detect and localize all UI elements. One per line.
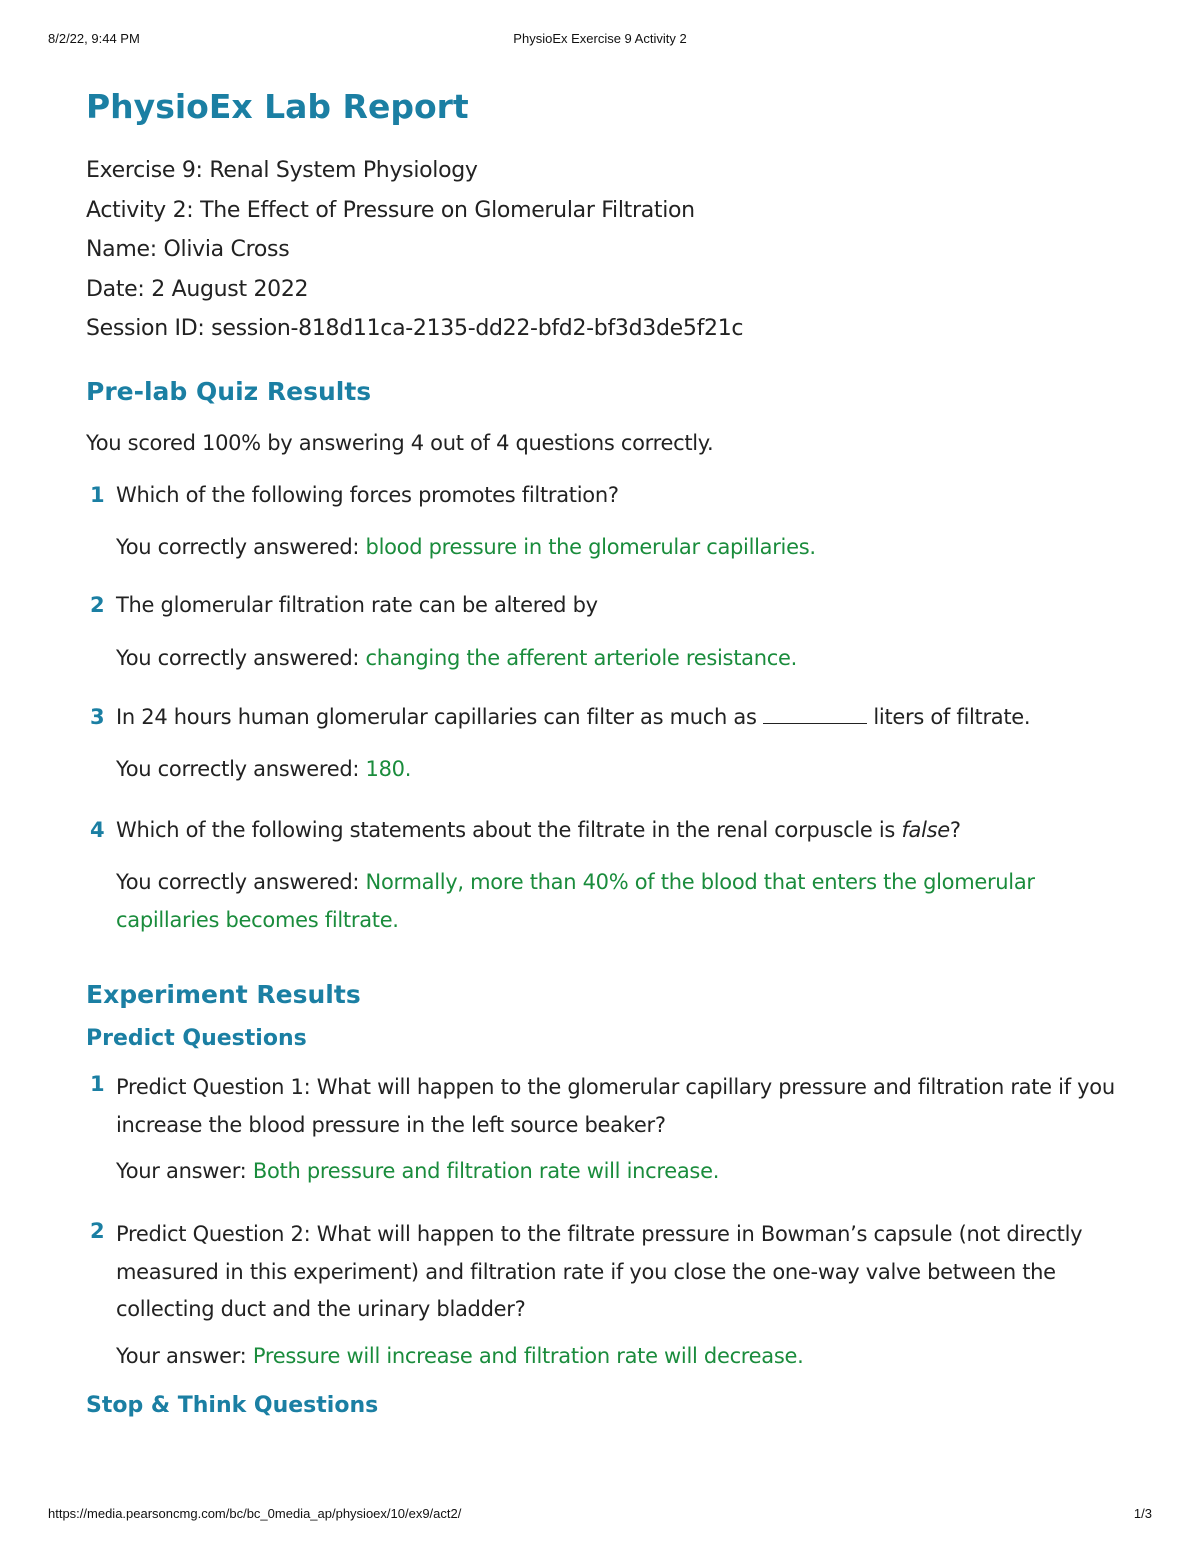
answer-value: 180. <box>365 757 412 781</box>
experiment-heading: Experiment Results <box>86 980 361 1009</box>
answer-prefix: You correctly answered: <box>116 870 360 894</box>
prelab-question-2 <box>86 590 1136 673</box>
question-text <box>116 815 1136 845</box>
question-answer <box>116 643 1136 673</box>
print-page-title: PhysioEx Exercise 9 Activity 2 <box>513 31 687 46</box>
question-number: 1 <box>90 1072 105 1096</box>
print-datetime: 8/2/22, 9:44 PM <box>48 31 140 46</box>
report-meta <box>86 156 1136 344</box>
question-text-start: In 24 hours human glomerular capillaries can filter as much as <box>116 705 757 729</box>
stop-think-heading: Stop & Think Questions <box>86 1392 379 1418</box>
prelab-score: You scored 100% by answering 4 out of 4 questions correctly. <box>86 431 714 455</box>
question-answer <box>116 532 1136 562</box>
exercise-line: Exercise 9: Renal System Physiology <box>86 158 478 183</box>
predict-heading: Predict Questions <box>86 1026 307 1051</box>
answer-value: blood pressure in the glomerular capillaries. <box>365 535 816 559</box>
answer-value: Normally, more than 40% of the blood that enters the glomerular capillaries becomes filtrate. <box>116 870 1035 932</box>
question-text-emphasis: false <box>901 818 950 842</box>
answer-value: changing the afferent arteriole resistance. <box>365 646 797 670</box>
answer-prefix: You correctly answered: <box>116 757 360 781</box>
predict-question-2 <box>86 1216 1136 1371</box>
prelab-question-3 <box>86 702 1136 784</box>
lab-report <box>86 84 1136 1421</box>
report-date: Date: 2 August 2022 <box>86 276 309 302</box>
student-name: Name: Olivia Cross <box>86 237 290 262</box>
answer-value: Pressure will increase and filtration rate will decrease. <box>252 1343 804 1368</box>
report-title: PhysioEx Lab Report <box>86 87 469 126</box>
answer-prefix: You correctly answered: <box>116 535 360 559</box>
print-header <box>48 31 1152 49</box>
question-answer <box>116 1156 1136 1186</box>
print-footer <box>48 1506 1152 1524</box>
session-id: Session ID: session-818d11ca-2135-dd22-bfd2-bf3d3de5f21c <box>86 316 744 341</box>
print-url: https://media.pearsoncmg.com/bc/bc_0media_ap/physioex/10/ex9/act2/ <box>48 1506 462 1521</box>
prelab-heading: Pre-lab Quiz Results <box>86 377 372 406</box>
activity-line: Activity 2: The Effect of Pressure on Glomerular Filtration <box>86 197 695 223</box>
answer-prefix: Your answer: <box>116 1343 247 1368</box>
question-text-end: liters of filtrate. <box>873 705 1031 729</box>
answer-value: Both pressure and filtration rate will increase. <box>252 1159 720 1183</box>
print-page-number: 1/3 <box>1133 1506 1152 1521</box>
answer-prefix: You correctly answered: <box>116 646 360 670</box>
prelab-question-1 <box>86 480 1136 562</box>
prelab-question-4 <box>86 815 1136 939</box>
predict-question-1 <box>86 1069 1136 1186</box>
question-text: Which of the following forces promotes filtration? <box>116 483 619 507</box>
question-number: 4 <box>90 818 105 842</box>
question-number: 3 <box>90 705 105 729</box>
question-number: 1 <box>90 483 105 507</box>
question-answer <box>116 863 1136 939</box>
question-answer <box>116 1341 1136 1371</box>
question-answer <box>116 754 1136 784</box>
question-number: 2 <box>90 593 105 617</box>
question-number: 2 <box>90 1219 105 1243</box>
question-text: Predict Question 2: What will happen to the filtrate pressure in Bowman’s capsule (not directly measured in this experiment) and filtration rate if you close the one-way valve between the collecting duct and the urinary bladder? <box>116 1222 1083 1321</box>
question-text: Predict Question 1: What will happen to the glomerular capillary pressure and filtration rate if you increase the blood pressure in the left source beaker? <box>116 1075 1115 1137</box>
question-text-start: Which of the following statements about the filtrate in the renal corpuscle is <box>116 818 896 842</box>
answer-prefix: Your answer: <box>116 1159 247 1183</box>
question-text <box>116 702 1136 732</box>
fill-in-blank <box>763 703 867 724</box>
question-text: The glomerular filtration rate can be altered by <box>116 593 598 617</box>
question-text-end: ? <box>949 818 961 842</box>
